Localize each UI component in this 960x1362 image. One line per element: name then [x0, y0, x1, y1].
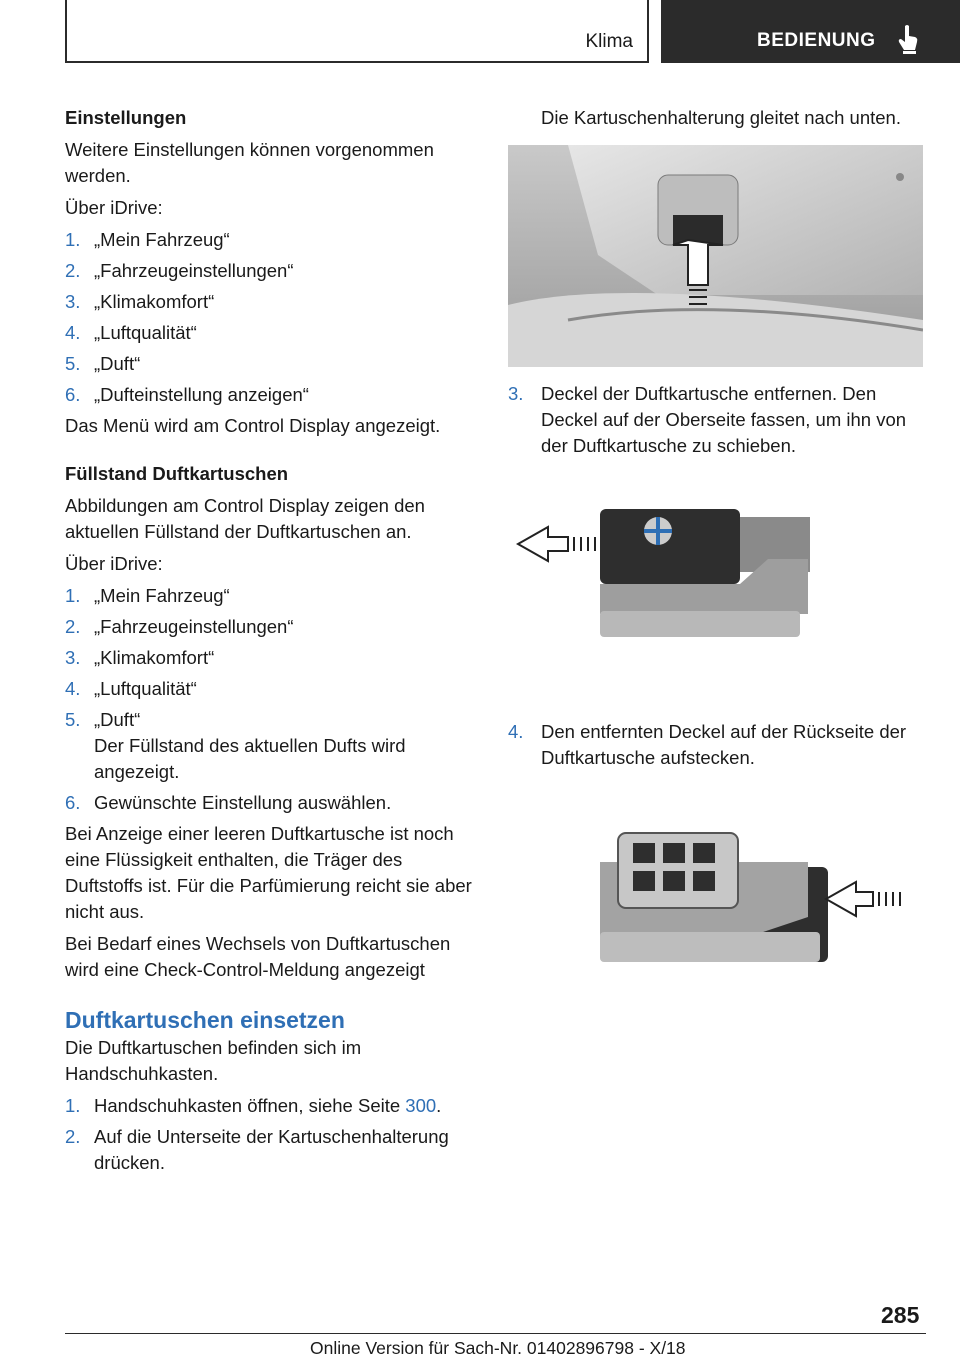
page-link[interactable]: 300: [405, 1095, 437, 1116]
settings-steps: [65, 227, 475, 408]
right-steps: [508, 381, 928, 459]
list-item: 4. Den entfernten Deckel auf der Rückseite der Duftkartusche aufstecken.: [508, 721, 907, 768]
list-item: 3. Deckel der Duftkartusche entfernen. Den Deckel auf der Oberseite fassen, um ihn von der Duftkartusche zu schieben.: [508, 383, 907, 456]
settings-via: Über iDrive:: [65, 197, 163, 218]
glovebox-photo: [508, 145, 923, 367]
header-chapter-box: [661, 0, 960, 63]
insert-intro: Die Duftkartuschen befinden sich im Handschuhkasten.: [65, 1037, 362, 1084]
list-item: 3. „Klimakomfort“: [65, 291, 215, 312]
right-column: [508, 105, 928, 977]
left-column: [65, 105, 475, 1181]
list-item: 2. Auf die Unterseite der Kartuschenhalterung drücken.: [65, 1126, 449, 1173]
list-item: 1. Handschuhkasten öffnen, siehe Seite 300.: [65, 1095, 442, 1116]
hand-pointer-icon: [896, 24, 920, 54]
list-item: 4. „Luftqualität“: [65, 678, 197, 699]
cartridge-lid-attach-illustration: [508, 827, 928, 977]
list-item: 6. „Dufteinstellung anzeigen“: [65, 384, 309, 405]
list-item: 2. „Fahrzeugeinstellungen“: [65, 616, 294, 637]
header-section-box: [65, 0, 649, 63]
chapter-title: BEDIENUNG: [757, 30, 876, 51]
fill-steps: [65, 583, 475, 816]
fill-para-2: Bei Bedarf eines Wechsels von Duftkartuschen wird eine Check-Control-Meldung angezeigt: [65, 933, 451, 980]
slide-text: Die Kartuschenhalterung gleitet nach unten.: [541, 107, 901, 128]
fill-heading: Füllstand Duftkartuschen: [65, 463, 289, 484]
list-item: 3. „Klimakomfort“: [65, 647, 215, 668]
list-item: 2. „Fahrzeugeinstellungen“: [65, 260, 294, 281]
settings-intro: Weitere Einstellungen können vorgenommen werden.: [65, 139, 434, 186]
footer-divider: [65, 1333, 926, 1334]
list-item: 5. „Duft“ Der Füllstand des aktuellen Dufts wird angezeigt.: [65, 709, 406, 782]
online-version-text: Online Version für Sach-Nr. 01402896798 - X/18: [310, 1338, 686, 1358]
list-item: 1. „Mein Fahrzeug“: [65, 585, 230, 606]
page-number: 285: [881, 1302, 920, 1328]
right-steps-2: [508, 719, 928, 771]
fill-intro: Abbildungen am Control Display zeigen den aktuellen Füllstand der Duftkartuschen an.: [65, 495, 425, 542]
fill-para-1: Bei Anzeige einer leeren Duftkartusche ist noch eine Flüssigkeit enthalten, die Träger des Duftstoffs ist. Für die Parfümierung reicht sie aber nicht aus.: [65, 823, 472, 922]
list-item: 4. „Luftqualität“: [65, 322, 197, 343]
fill-via: Über iDrive:: [65, 553, 163, 574]
list-item: 6. Gewünschte Einstellung auswählen.: [65, 792, 392, 813]
step-sub-text: Der Füllstand des aktuellen Dufts wird angezeigt.: [94, 735, 406, 782]
insert-heading: Duftkartuschen einsetzen: [65, 1007, 345, 1033]
list-item: 1. „Mein Fahrzeug“: [65, 229, 230, 250]
insert-steps: [65, 1093, 475, 1176]
section-title: Klima: [585, 31, 633, 52]
cartridge-lid-remove-illustration: [508, 499, 928, 669]
list-item: 5. „Duft“: [65, 353, 141, 374]
settings-note: Das Menü wird am Control Display angezeigt.: [65, 415, 441, 436]
settings-heading: Einstellungen: [65, 107, 187, 128]
